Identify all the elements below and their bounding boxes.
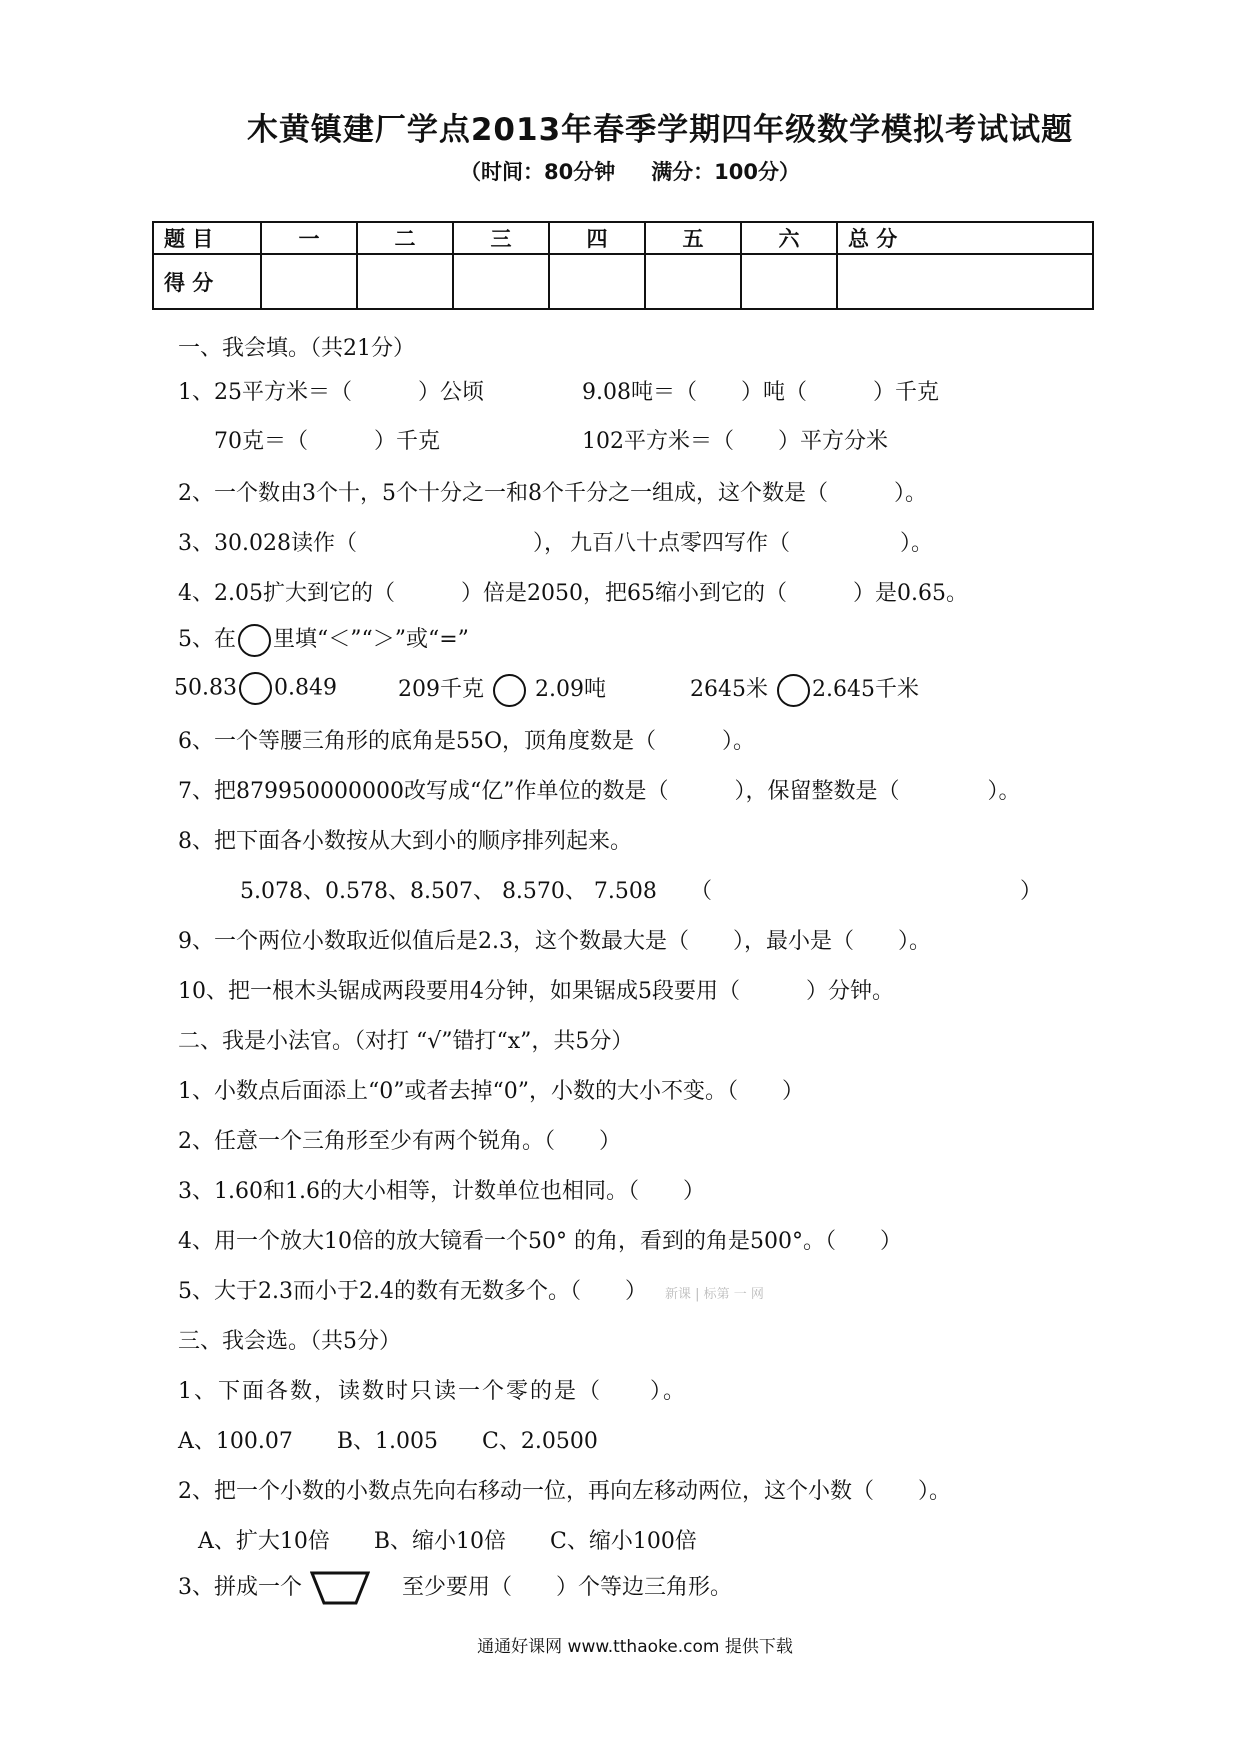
score-cell-6: 六 bbox=[741, 222, 837, 254]
score-input-4[interactable] bbox=[549, 254, 645, 309]
s3-q2: 2、把一个小数的小数点先向右移动一位，再向左移动两位，这个小数（ ）。 bbox=[178, 1479, 951, 1504]
s1-q5-prefix: 5、在 bbox=[178, 627, 236, 652]
score-input-total[interactable] bbox=[837, 254, 1093, 309]
score-cell-5: 五 bbox=[645, 222, 741, 254]
s1-q7: 7、把879950000000改写成“亿”作单位的数是（ ），保留整数是（ ）。 bbox=[178, 779, 1021, 804]
s1-q5-compare-b bbox=[398, 672, 606, 707]
section3-heading: 三、我会选。（共5分） bbox=[178, 1329, 401, 1354]
exam-time: （时间：80分钟 bbox=[459, 160, 616, 184]
s1-q5a-left: 50.83 bbox=[174, 675, 237, 701]
s1-q5-compare-c bbox=[690, 672, 919, 707]
s1-q8-list: 5.078、0.578、8.507、 8.570、 7.508 bbox=[240, 879, 657, 904]
s1-q1d: 102平方米＝（ ）平方分米 bbox=[582, 429, 888, 454]
s1-q6: 6、一个等腰三角形的底角是55O，顶角度数是（ ）。 bbox=[178, 729, 756, 754]
s1-q1b: 9.08吨＝（ ）吨（ ）千克 bbox=[582, 380, 939, 405]
s1-q10: 10、把一根木头锯成两段要用4分钟，如果锯成5段要用（ ）分钟。 bbox=[178, 979, 894, 1004]
s1-q1a: 1、25平方米＝（ ）公顷 bbox=[178, 380, 484, 405]
s1-q5b-left: 209千克 bbox=[398, 677, 484, 702]
s1-q8: 8、把下面各小数按从大到小的顺序排列起来。 bbox=[178, 829, 632, 854]
s2-q2: 2、任意一个三角形至少有两个锐角。（ ） bbox=[178, 1129, 621, 1154]
compare-circle-a[interactable] bbox=[239, 672, 272, 705]
page-footer: 通通好课网 www.tthaoke.com 提供下载 bbox=[477, 1637, 793, 1657]
exam-subtitle bbox=[0, 156, 1240, 186]
s3-q1: 1、下面各数，读数时只读一个零的是（ ）。 bbox=[178, 1379, 687, 1404]
score-input-1[interactable] bbox=[261, 254, 357, 309]
s2-q5-text: 5、大于2.3而小于2.4的数有无数多个。（ ） bbox=[178, 1279, 647, 1304]
s1-q5 bbox=[178, 622, 469, 657]
s1-q5c-left: 2645米 bbox=[690, 677, 768, 702]
score-cell-1: 一 bbox=[261, 222, 357, 254]
s1-q5-suffix: 里填“＜”“＞”或“=” bbox=[273, 627, 469, 652]
s1-q9: 9、一个两位小数取近似值后是2.3，这个数最大是（ ），最小是（ ）。 bbox=[178, 929, 931, 954]
s1-q5b-right: 2.09吨 bbox=[535, 677, 606, 702]
score-cell-label: 题 目 bbox=[153, 222, 261, 254]
score-table bbox=[152, 221, 1094, 310]
s1-q3a: 3、30.028读作（ ）， bbox=[178, 531, 566, 556]
score-cell-2: 二 bbox=[357, 222, 453, 254]
s1-q5-compare-a bbox=[174, 672, 337, 705]
score-cell-3: 三 bbox=[453, 222, 549, 254]
s2-q1: 1、小数点后面添上“0”或者去掉“0”，小数的大小不变。（ ） bbox=[178, 1079, 804, 1104]
s3-q2-options: A、扩大10倍 B、缩小10倍 C、缩小100倍 bbox=[198, 1529, 697, 1554]
s3-q3 bbox=[178, 1570, 732, 1606]
exam-title: 木黄镇建厂学点2013年春季学期四年级数学模拟考试试题 bbox=[246, 112, 1074, 148]
section1-heading: 一、我会填。（共21分） bbox=[178, 336, 415, 361]
s1-q8-blank: （ ） bbox=[690, 879, 1043, 904]
score-table-header-row bbox=[153, 222, 1093, 254]
score-input-3[interactable] bbox=[453, 254, 549, 309]
s3-q3-suffix: 至少要用（ ）个等边三角形。 bbox=[402, 1575, 733, 1600]
s1-q5a-right: 0.849 bbox=[273, 675, 337, 701]
compare-circle-c[interactable] bbox=[777, 674, 810, 707]
score-input-2[interactable] bbox=[357, 254, 453, 309]
s1-q4: 4、2.05扩大到它的（ ）倍是2050，把65缩小到它的（ ）是0.65。 bbox=[178, 581, 968, 606]
s2-q5 bbox=[178, 1274, 764, 1305]
section2-heading: 二、我是小法官。（对打 “√”错打“ⅹ”，共5分） bbox=[178, 1029, 634, 1054]
score-table-score-row bbox=[153, 254, 1093, 309]
s2-q3: 3、1.60和1.6的大小相等，计数单位也相同。（ ） bbox=[178, 1179, 705, 1204]
watermark-text: 新课 | 标第 一 网 bbox=[664, 1287, 764, 1302]
s1-q2: 2、一个数由3个十，5个十分之一和8个千分之一组成，这个数是（ ）。 bbox=[178, 481, 927, 506]
circle-icon bbox=[238, 624, 271, 657]
score-cell-total: 总 分 bbox=[837, 222, 1093, 254]
score-input-6[interactable] bbox=[741, 254, 837, 309]
s1-q3b: 九百八十点零四写作（ ）。 bbox=[570, 531, 934, 556]
score-row-label: 得 分 bbox=[153, 254, 261, 309]
s3-q1-options: A、100.07 B、1.005 C、2.0500 bbox=[178, 1429, 598, 1454]
s2-q4: 4、用一个放大10倍的放大镜看一个50° 的角，看到的角是500°。（ ） bbox=[178, 1229, 902, 1254]
exam-full-score: 满分：100分） bbox=[651, 160, 801, 184]
compare-circle-b[interactable] bbox=[493, 674, 526, 707]
score-input-5[interactable] bbox=[645, 254, 741, 309]
s1-q1c: 70克＝（ ）千克 bbox=[214, 429, 440, 454]
s1-q5c-right: 2.645千米 bbox=[812, 677, 919, 702]
s3-q3-prefix: 3、拼成一个 bbox=[178, 1575, 302, 1600]
score-cell-4: 四 bbox=[549, 222, 645, 254]
trapezoid-icon bbox=[310, 1570, 370, 1606]
